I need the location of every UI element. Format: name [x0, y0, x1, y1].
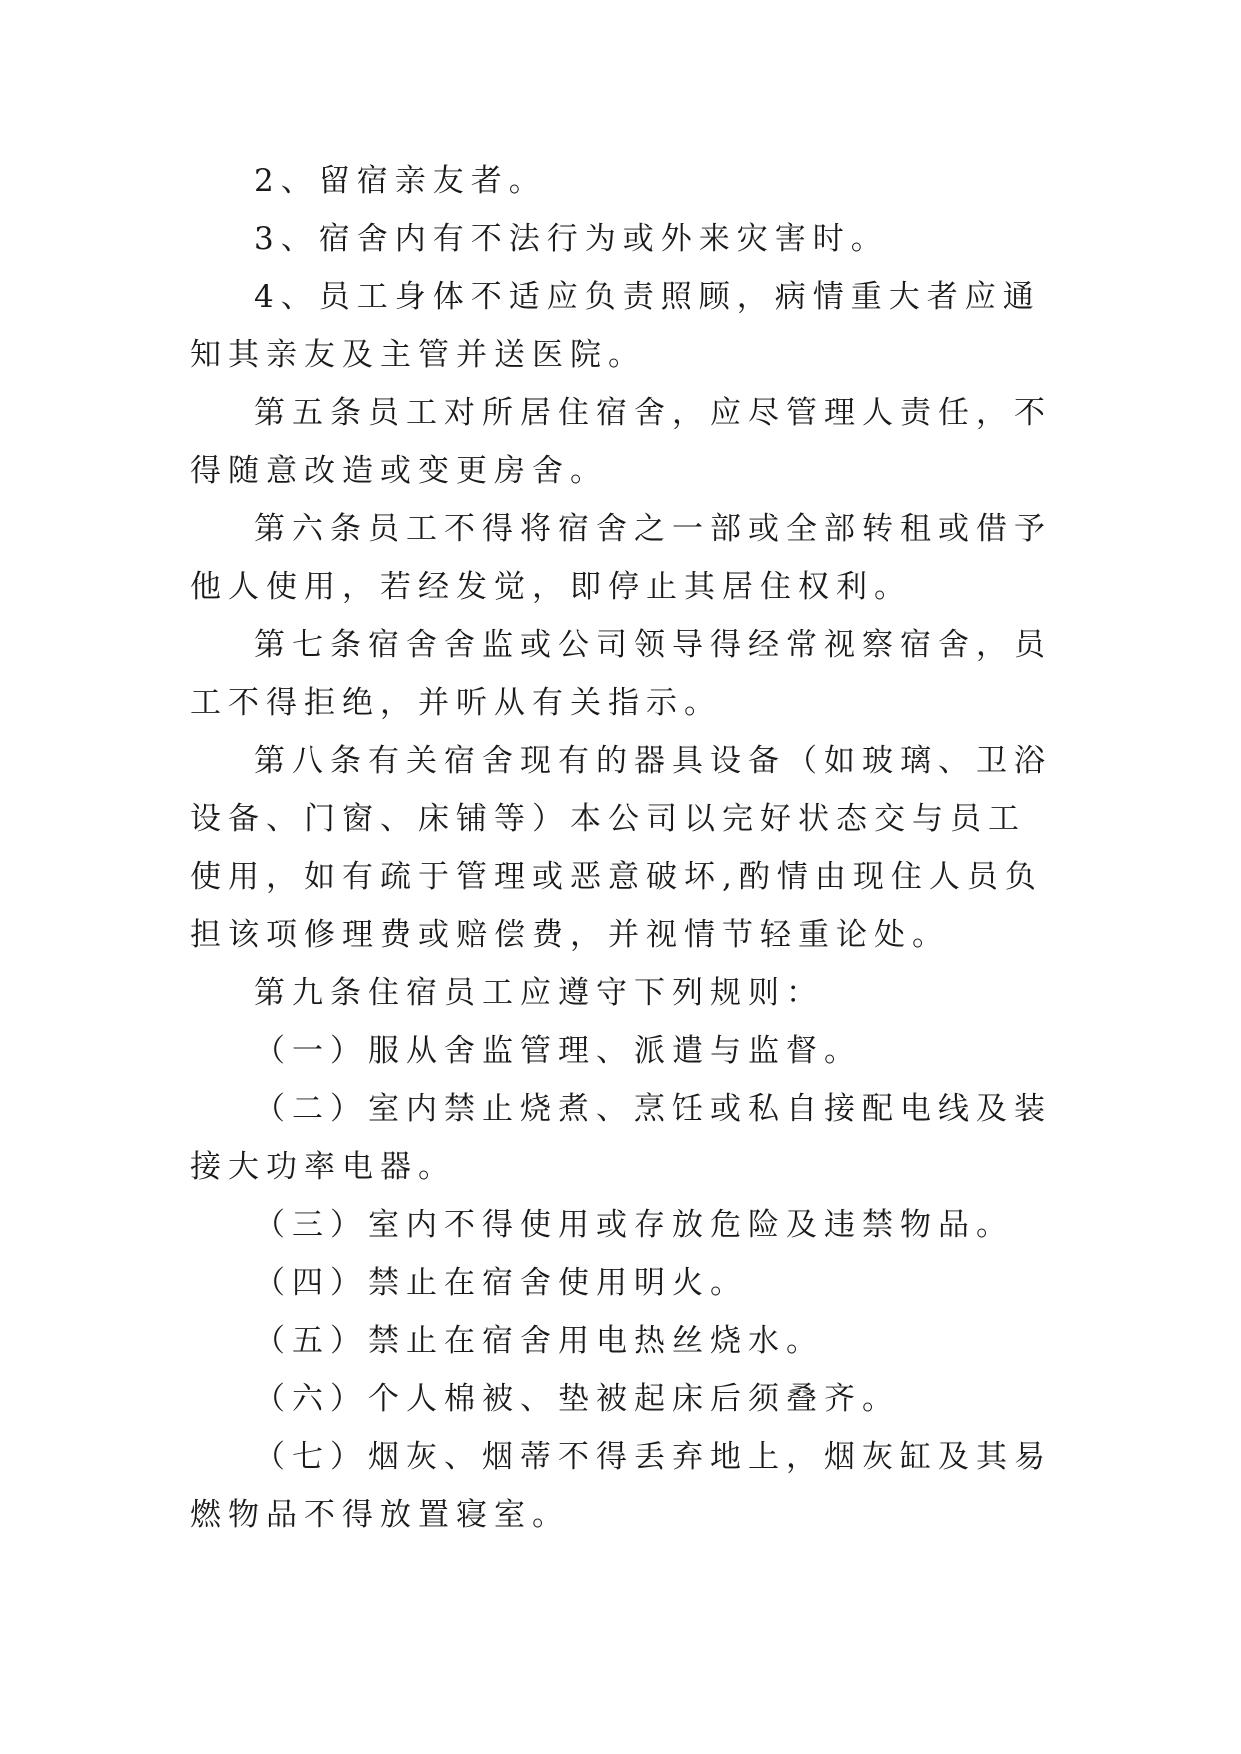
paragraph-item-2: 2、留宿亲友者。 — [254, 163, 547, 199]
document-body — [190, 152, 1060, 1544]
rule-item-1: （一）服从舍监管理、派遣与监督。 — [254, 1033, 862, 1069]
paragraph-item-3: 3、宿舍内有不法行为或外来灾害时。 — [254, 221, 889, 257]
rule-item-4: （四）禁止在宿舍使用明火。 — [254, 1265, 748, 1301]
rule-item-3: （三）室内不得使用或存放危险及违禁物品。 — [254, 1207, 1014, 1243]
paragraph-item-4: 4、员工身体不适应负责照顾，病情重大者应通知其亲友及主管并送医院。 — [190, 279, 1041, 373]
paragraph-article-7: 第七条宿舍舍监或公司领导得经常视察宿舍，员工不得拒绝，并听从有关指示。 — [190, 627, 1052, 721]
rule-item-7: （七）烟灰、烟蒂不得丢弃地上，烟灰缸及其易燃物品不得放置寝室。 — [190, 1439, 1052, 1533]
paragraph-article-8: 第八条有关宿舍现有的器具设备（如玻璃、卫浴设备、门窗、床铺等）本公司以完好状态交与员工使用，如有疏于管理或恶意破坏,酌情由现住人员负担该项修理费或赔偿费，并视情节轻重论处。 — [190, 743, 1052, 953]
paragraph-article-5: 第五条员工对所居住宿舍，应尽管理人责任，不得随意改造或变更房舍。 — [190, 395, 1052, 489]
paragraph-article-6: 第六条员工不得将宿舍之一部或全部转租或借予他人使用，若经发觉，即停止其居住权利。 — [190, 511, 1052, 605]
rule-item-2: （二）室内禁止烧煮、烹饪或私自接配电线及装接大功率电器。 — [190, 1091, 1052, 1185]
rule-item-6: （六）个人棉被、垫被起床后须叠齐。 — [254, 1381, 900, 1417]
paragraph-article-9: 第九条住宿员工应遵守下列规则： — [254, 975, 824, 1011]
rule-item-5: （五）禁止在宿舍用电热丝烧水。 — [254, 1323, 824, 1359]
